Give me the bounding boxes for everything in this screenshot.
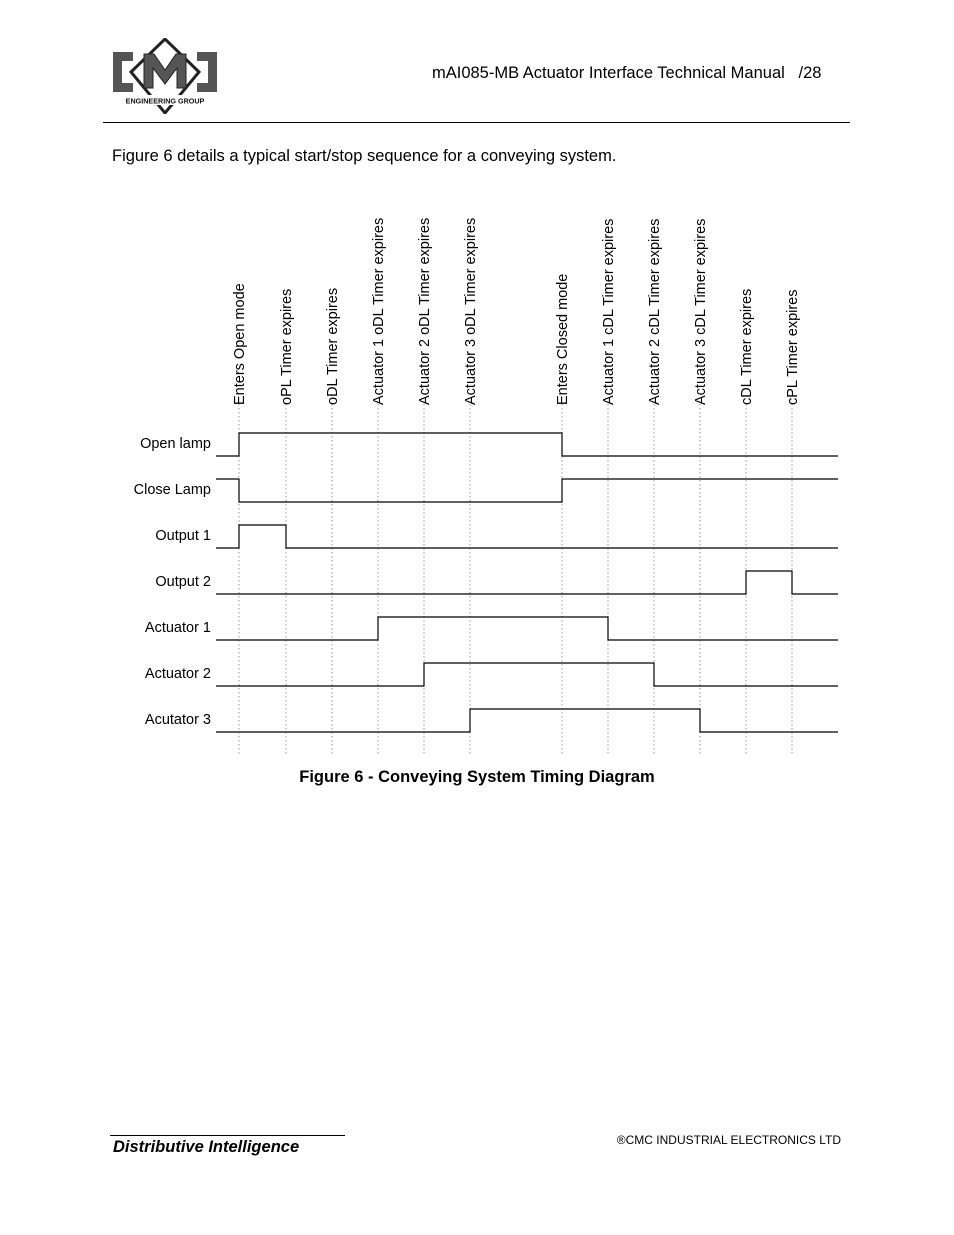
signal-waveform xyxy=(216,663,838,686)
event-label: cDL Timer expires xyxy=(739,288,755,405)
event-label: oPL Timer expires xyxy=(279,288,295,405)
signal-waveform xyxy=(216,433,838,456)
signal-label: Output 2 xyxy=(155,574,211,590)
event-label: cPL Timer expires xyxy=(785,289,801,405)
figure-caption: Figure 6 - Conveying System Timing Diagram xyxy=(299,768,655,786)
event-label: Actuator 1 cDL Timer expires xyxy=(601,218,617,405)
signal-label: Close Lamp xyxy=(133,482,211,498)
signal-label: Actuator 1 xyxy=(144,620,211,636)
event-label: Actuator 3 oDL Timer expires xyxy=(463,217,479,405)
event-label: Actuator 1 oDL Timer expires xyxy=(371,217,387,405)
header-divider xyxy=(103,122,850,123)
timing-diagram xyxy=(0,190,954,760)
signal-waveform xyxy=(216,479,838,502)
event-label: Actuator 2 oDL Timer expires xyxy=(417,217,433,405)
event-label: oDL Timer expires xyxy=(325,287,341,405)
footer-tagline: Distributive Intelligence xyxy=(113,1138,300,1156)
event-label: Enters Closed mode xyxy=(555,273,571,405)
footer-copyright: ®CMC INDUSTRIAL ELECTRONICS LTD xyxy=(616,1133,841,1147)
intro-paragraph: Figure 6 details a typical start/stop sequence for a conveying system. xyxy=(112,147,617,165)
signal-waveform xyxy=(216,617,838,640)
signal-waveform xyxy=(216,525,838,548)
footer-divider xyxy=(110,1135,345,1136)
event-label: Actuator 3 cDL Timer expires xyxy=(693,218,709,405)
company-logo xyxy=(111,38,219,114)
logo-text: ENGINEERING GROUP xyxy=(125,96,205,106)
signal-label: Output 1 xyxy=(155,528,211,544)
document-header-title: mAI085-MB Actuator Interface Technical Manual /28 xyxy=(432,64,822,82)
signal-label: Acutator 3 xyxy=(144,712,211,728)
event-label: Actuator 2 cDL Timer expires xyxy=(647,218,663,405)
signal-waveform xyxy=(216,709,838,732)
event-label: Enters Open mode xyxy=(232,283,248,405)
signal-label: Open lamp xyxy=(140,436,211,452)
signal-waveform xyxy=(216,571,838,594)
signal-label: Actuator 2 xyxy=(144,666,211,682)
